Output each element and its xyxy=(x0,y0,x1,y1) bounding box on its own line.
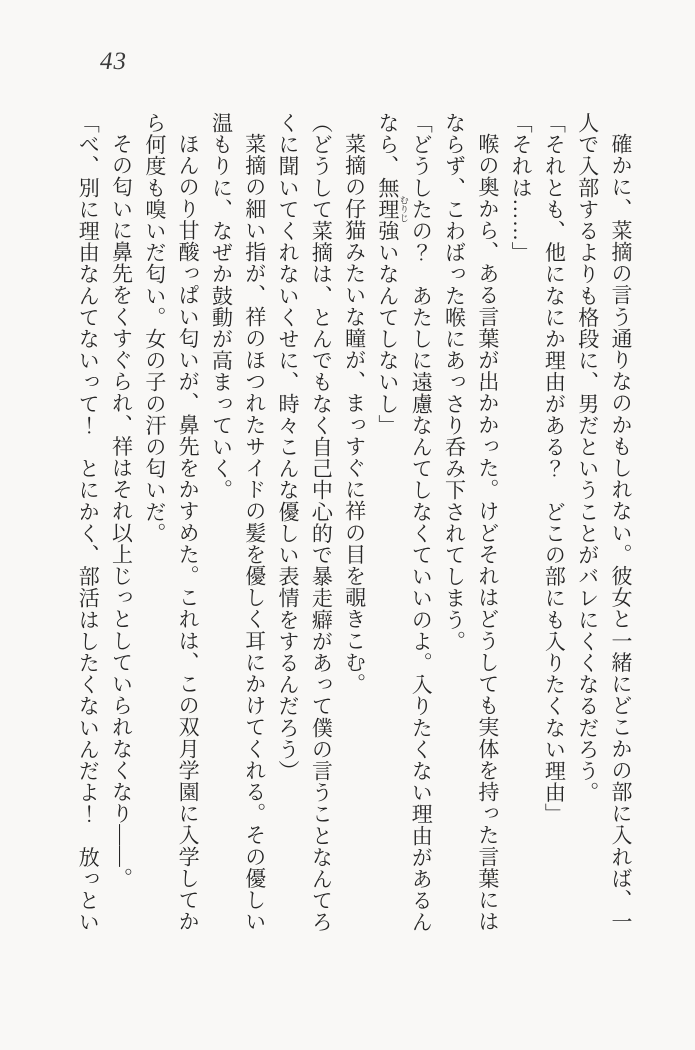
paragraph-6: 菜摘の仔猫みたいな瞳が、まっすぐに祥の目を覗きこむ。 xyxy=(342,133,367,695)
paragraph-3: 「それは……」 xyxy=(509,112,534,264)
paragraph-9: ほんのり甘酸っぱい匂いが、鼻先をかすめた。これは、この双月学園に入学してから何度も嗅いだ匂い。女の子の汗の匂いだ。 xyxy=(142,112,201,933)
ruby-annotated-word: 無理強 むりじ xyxy=(375,176,409,242)
page-number: 43 xyxy=(100,48,127,75)
paragraph-7: （どうして菜摘は、とんでもなく自己中心的で暴走癖があって僕の言うことなんてろくに聞いてくれないくせに、時々こんな優しい表情をするんだろう） xyxy=(276,112,334,933)
paragraph-8: 菜摘の細い指が、祥のほつれたサイドの髪を優しく耳にかけてくれる。その優しい温もりに、なぜか鼓動が高まっていく。 xyxy=(209,112,267,933)
paragraph-10: その匂いに鼻先をくすぐられ、祥はそれ以上じっとしていられなくなり――。 xyxy=(109,133,134,889)
paragraph-2: 「それとも、他になにか理由がある？ どこの部にも入りたくない理由」 xyxy=(542,112,567,825)
paragraph-11: 「べ、別に理由なんてないって！ とにかく、部活はしたくないんだよ！ 放っとい xyxy=(76,112,101,933)
text-block xyxy=(65,112,637,944)
paragraph-5: 「どうしたの？ あたしに遠慮なんてしなくていいのよ。入りたくない理由があるんなら、無理強 むりじいなんてしないし」 xyxy=(375,112,434,933)
paragraph-4: 喉の奥から、ある言葉が出かかった。けどそれはどうしても実体を持った言葉にはならず、こわばった喉にあっさり呑み下されてしまう。 xyxy=(442,112,500,933)
paragraph-1: 確かに、菜摘の言う通りなのかもしれない。彼女と一緒にどこかの部に入れば、一人で入部するよりも格段に、男だということがバレにくくなるだろう。 xyxy=(575,112,633,933)
